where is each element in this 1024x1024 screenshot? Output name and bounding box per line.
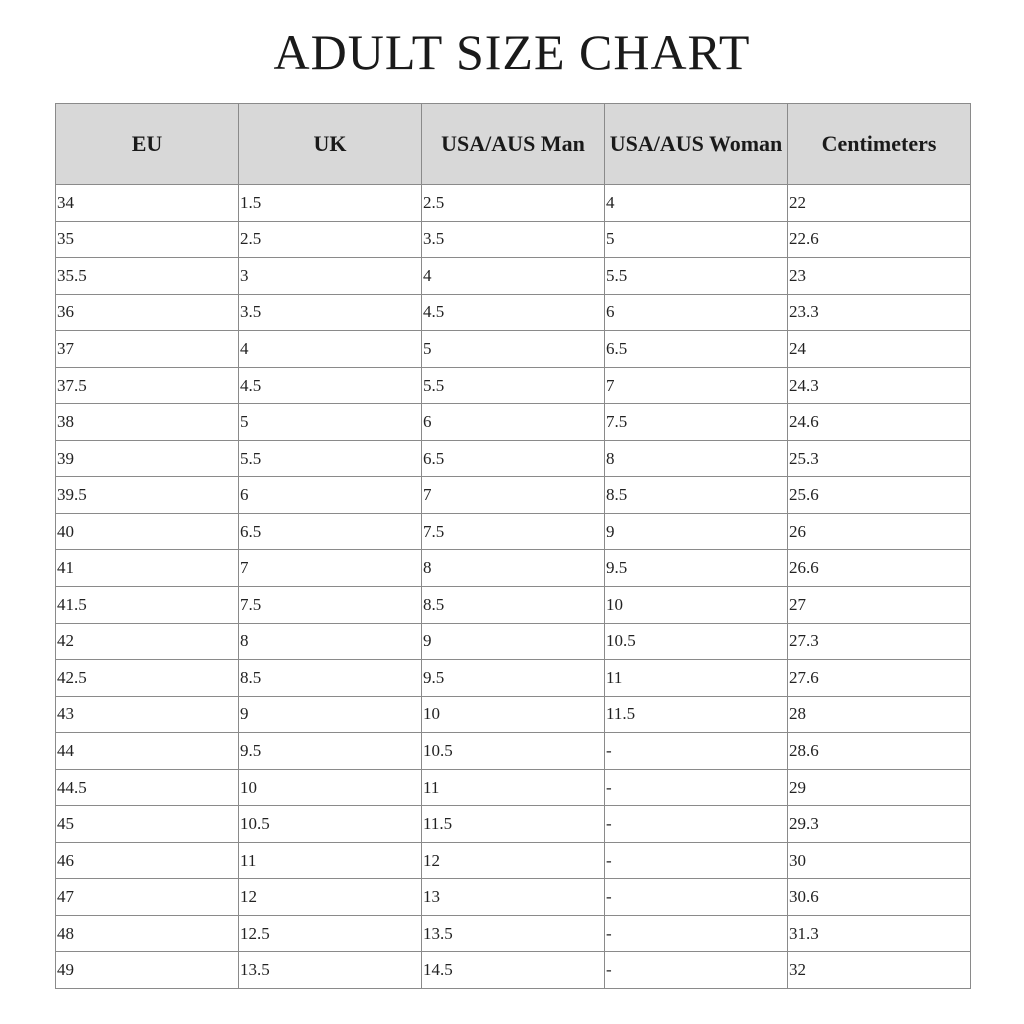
table-row	[56, 587, 971, 624]
cell-centimeters: 31.3	[788, 915, 971, 952]
cell-usa-aus-man: 10	[422, 696, 605, 733]
cell-usa-aus-man: 7	[422, 477, 605, 514]
cell-eu: 42.5	[56, 660, 239, 697]
cell-centimeters: 25.6	[788, 477, 971, 514]
table-row	[56, 477, 971, 514]
cell-usa-aus-man: 7.5	[422, 513, 605, 550]
cell-eu: 45	[56, 806, 239, 843]
cell-usa-aus-woman: -	[605, 806, 788, 843]
cell-usa-aus-woman: 9.5	[605, 550, 788, 587]
cell-usa-aus-man: 9.5	[422, 660, 605, 697]
cell-eu: 38	[56, 404, 239, 441]
cell-eu: 46	[56, 842, 239, 879]
cell-uk: 9.5	[239, 733, 422, 770]
cell-usa-aus-man: 11	[422, 769, 605, 806]
cell-usa-aus-woman: 11.5	[605, 696, 788, 733]
column-header-usa-aus-man: USA/AUS Man	[422, 104, 605, 185]
table-row	[56, 367, 971, 404]
table-row	[56, 221, 971, 258]
cell-centimeters: 23.3	[788, 294, 971, 331]
table-row	[56, 513, 971, 550]
cell-usa-aus-man: 9	[422, 623, 605, 660]
cell-uk: 3	[239, 258, 422, 295]
cell-centimeters: 29.3	[788, 806, 971, 843]
cell-uk: 12	[239, 879, 422, 916]
cell-usa-aus-man: 14.5	[422, 952, 605, 989]
cell-centimeters: 32	[788, 952, 971, 989]
cell-usa-aus-woman: -	[605, 952, 788, 989]
cell-centimeters: 25.3	[788, 440, 971, 477]
cell-centimeters: 22	[788, 185, 971, 222]
cell-eu: 41.5	[56, 587, 239, 624]
cell-usa-aus-man: 8	[422, 550, 605, 587]
column-header-centimeters: Centimeters	[788, 104, 971, 185]
cell-usa-aus-man: 13.5	[422, 915, 605, 952]
cell-usa-aus-man: 3.5	[422, 221, 605, 258]
cell-uk: 7	[239, 550, 422, 587]
cell-eu: 39	[56, 440, 239, 477]
cell-usa-aus-woman: -	[605, 915, 788, 952]
cell-usa-aus-woman: 4	[605, 185, 788, 222]
cell-uk: 5.5	[239, 440, 422, 477]
table-row	[56, 733, 971, 770]
cell-centimeters: 22.6	[788, 221, 971, 258]
cell-uk: 13.5	[239, 952, 422, 989]
cell-uk: 12.5	[239, 915, 422, 952]
cell-uk: 6.5	[239, 513, 422, 550]
cell-eu: 37	[56, 331, 239, 368]
cell-uk: 8	[239, 623, 422, 660]
cell-usa-aus-man: 6	[422, 404, 605, 441]
cell-centimeters: 27.3	[788, 623, 971, 660]
table-row	[56, 294, 971, 331]
cell-uk: 9	[239, 696, 422, 733]
cell-centimeters: 28.6	[788, 733, 971, 770]
cell-eu: 48	[56, 915, 239, 952]
cell-centimeters: 28	[788, 696, 971, 733]
table-row	[56, 952, 971, 989]
cell-usa-aus-woman: 10.5	[605, 623, 788, 660]
cell-centimeters: 27	[788, 587, 971, 624]
table-body	[56, 185, 971, 989]
cell-eu: 34	[56, 185, 239, 222]
cell-usa-aus-man: 10.5	[422, 733, 605, 770]
cell-centimeters: 24.3	[788, 367, 971, 404]
cell-eu: 37.5	[56, 367, 239, 404]
cell-eu: 43	[56, 696, 239, 733]
cell-usa-aus-woman: 5.5	[605, 258, 788, 295]
cell-eu: 39.5	[56, 477, 239, 514]
cell-uk: 8.5	[239, 660, 422, 697]
cell-uk: 4	[239, 331, 422, 368]
cell-eu: 49	[56, 952, 239, 989]
cell-eu: 35	[56, 221, 239, 258]
table-row	[56, 915, 971, 952]
cell-eu: 44.5	[56, 769, 239, 806]
table-row	[56, 258, 971, 295]
table-row	[56, 842, 971, 879]
table-row	[56, 550, 971, 587]
table-row	[56, 404, 971, 441]
cell-uk: 10.5	[239, 806, 422, 843]
cell-usa-aus-woman: 5	[605, 221, 788, 258]
cell-centimeters: 26.6	[788, 550, 971, 587]
cell-usa-aus-man: 12	[422, 842, 605, 879]
table-row	[56, 623, 971, 660]
cell-eu: 40	[56, 513, 239, 550]
cell-centimeters: 24.6	[788, 404, 971, 441]
cell-usa-aus-woman: -	[605, 842, 788, 879]
cell-usa-aus-woman: 7.5	[605, 404, 788, 441]
cell-centimeters: 27.6	[788, 660, 971, 697]
cell-centimeters: 23	[788, 258, 971, 295]
table-row	[56, 696, 971, 733]
cell-centimeters: 29	[788, 769, 971, 806]
cell-uk: 10	[239, 769, 422, 806]
cell-usa-aus-man: 4.5	[422, 294, 605, 331]
cell-centimeters: 24	[788, 331, 971, 368]
cell-eu: 47	[56, 879, 239, 916]
table-row	[56, 660, 971, 697]
cell-eu: 41	[56, 550, 239, 587]
cell-usa-aus-woman: 7	[605, 367, 788, 404]
cell-usa-aus-man: 2.5	[422, 185, 605, 222]
header-row	[56, 104, 971, 185]
table-row	[56, 879, 971, 916]
cell-usa-aus-man: 4	[422, 258, 605, 295]
cell-usa-aus-man: 8.5	[422, 587, 605, 624]
cell-uk: 1.5	[239, 185, 422, 222]
column-header-eu: EU	[56, 104, 239, 185]
cell-centimeters: 30.6	[788, 879, 971, 916]
cell-usa-aus-woman: 10	[605, 587, 788, 624]
cell-usa-aus-woman: 8	[605, 440, 788, 477]
cell-eu: 35.5	[56, 258, 239, 295]
cell-usa-aus-woman: 6.5	[605, 331, 788, 368]
cell-uk: 5	[239, 404, 422, 441]
table-row	[56, 185, 971, 222]
cell-uk: 2.5	[239, 221, 422, 258]
cell-uk: 6	[239, 477, 422, 514]
page-title: ADULT SIZE CHART	[273, 24, 751, 80]
cell-usa-aus-man: 13	[422, 879, 605, 916]
table-row	[56, 440, 971, 477]
column-header-uk: UK	[239, 104, 422, 185]
cell-centimeters: 30	[788, 842, 971, 879]
cell-usa-aus-woman: 8.5	[605, 477, 788, 514]
table-row	[56, 331, 971, 368]
cell-uk: 3.5	[239, 294, 422, 331]
column-header-usa-aus-woman: USA/AUS Woman	[605, 104, 788, 185]
cell-usa-aus-woman: -	[605, 769, 788, 806]
cell-usa-aus-woman: -	[605, 879, 788, 916]
cell-usa-aus-woman: 9	[605, 513, 788, 550]
cell-usa-aus-man: 11.5	[422, 806, 605, 843]
cell-usa-aus-man: 5	[422, 331, 605, 368]
cell-eu: 36	[56, 294, 239, 331]
cell-uk: 7.5	[239, 587, 422, 624]
cell-uk: 4.5	[239, 367, 422, 404]
cell-uk: 11	[239, 842, 422, 879]
cell-usa-aus-man: 5.5	[422, 367, 605, 404]
cell-usa-aus-woman: -	[605, 733, 788, 770]
cell-eu: 44	[56, 733, 239, 770]
cell-usa-aus-man: 6.5	[422, 440, 605, 477]
table-row	[56, 806, 971, 843]
table-row	[56, 769, 971, 806]
cell-centimeters: 26	[788, 513, 971, 550]
cell-usa-aus-woman: 11	[605, 660, 788, 697]
cell-eu: 42	[56, 623, 239, 660]
size-chart-table	[55, 103, 971, 989]
cell-usa-aus-woman: 6	[605, 294, 788, 331]
